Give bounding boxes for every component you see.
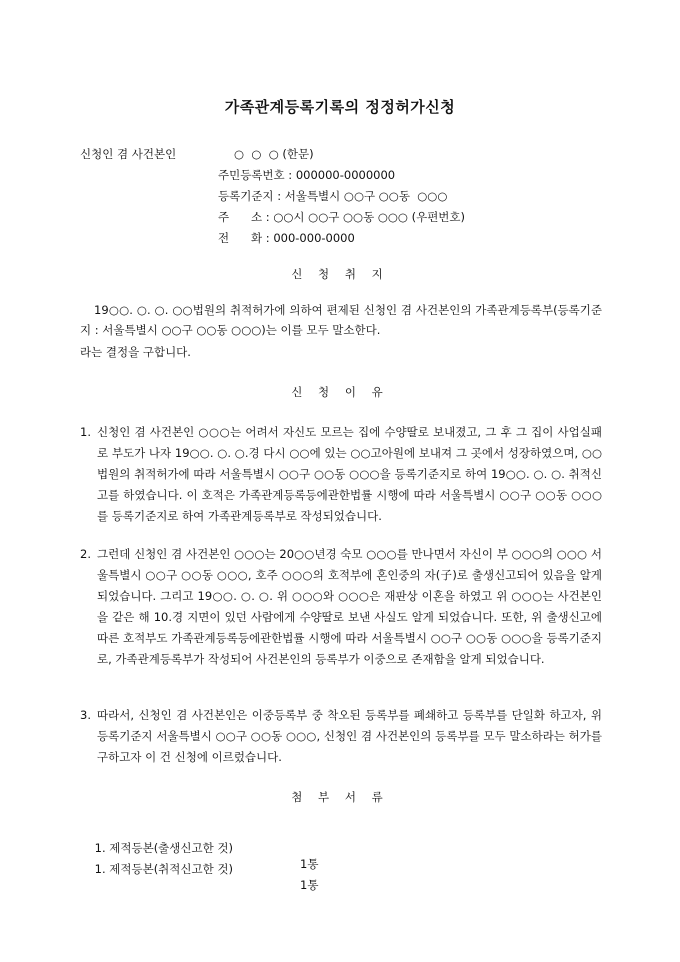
reason-item-1 (80, 422, 602, 527)
applicant-registration-base: 등록기준지 : 서울특별시 ○○구 ○○동 ○○○ (218, 189, 448, 203)
reason-text: 따라서, 신청인 겸 사건본인은 이중등록부 중 착오된 등록부를 폐쇄하고 등록부를 단일화 하고자, 위 등록기준지 서울특별시 ○○구 ○○동 ○○○, 신청인 겸 사건본인의 등록부를 모두 말소하라는 허가를 구하고자 이 건 신청에 이르렀습니다. (97, 708, 602, 764)
purpose-tail: 라는 결정을 구합니다. (80, 345, 191, 359)
attachments-heading: 첨 부 서 류 (291, 790, 389, 804)
attachment-label: 1. 제적등본(취적신고한 것) (94, 862, 233, 876)
applicant-label: 신청인 겸 사건본인 (80, 147, 177, 161)
applicant-phone: 전 화 : 000-000-0000 (218, 231, 355, 245)
reason-item-2 (80, 544, 602, 670)
purpose-text: 19○○. ○. ○. ○○법원의 취적허가에 의하여 편제된 신청인 겸 사건본인의 가족관계등록부(등록기준지 : 서울특별시 ○○구 ○○동 ○○○)는 이를 모두 말소한다. (80, 303, 602, 337)
reason-number: 1. (80, 425, 91, 439)
reason-number: 2. (80, 547, 91, 561)
applicant-resident-number: 주민등록번호 : 000000-0000000 (218, 168, 396, 182)
reason-text: 신청인 겸 사건본인 ○○○는 어려서 자신도 모르는 집에 수양딸로 보내졌고, 그 후 그 집이 사업실패로 부도가 나자 19○○. ○. ○.경 다시 ○○에 있는 ○○고아원에 보내져 그 곳에서 성장하였으며, ○○법원의 취적허가에 따라 서울특별시 ○○구 ○○동 ○○○을 등록기준지로 하여 19○○. ○. ○. 취적신고를 하였습니다. 이 호적은 가족관계등록등에관한법률 시행에 따라 서울특별시 ○○구 ○○동 ○○○를 등록기준지로 하여 가족관계등록부로 작성되었습니다. (97, 425, 602, 523)
purpose-paragraph (80, 300, 602, 340)
reason-number: 3. (80, 708, 91, 722)
attachment-qty: 1통 (300, 857, 319, 871)
reason-text: 그런데 신청인 겸 사건본인 ○○○는 20○○년경 숙모 ○○○를 만나면서 자신이 부 ○○○의 ○○○ 서울특별시 ○○구 ○○동 ○○○, 호주 ○○○의 호적부에 혼인중의 자(子)로 출생신고되어 있음을 알게 되었습니다. 그리고 19○○. ○. ○. 위 ○○○와 ○○○은 재판상 이혼을 하였고 위 ○○○는 사건본인을 같은 해 10.경 지면이 있던 사람에게 수양딸로 보낸 사실도 알게 되었습니다. 또한, 위 출생신고에 따른 호적부도 가족관계등록등에관한법률 시행에 따라 서울특별시 ○○구 ○○동 ○○○을 등록기준지로, 가족관계등록부가 작성되어 사건본인의 등록부가 이중으로 존재함을 알게 되었습니다. (97, 547, 602, 666)
purpose-heading: 신 청 취 지 (291, 267, 389, 281)
attachment-label: 1. 제적등본(출생신고한 것) (94, 841, 233, 855)
reason-item-3 (80, 705, 602, 768)
document-title: 가족관계등록기록의 정정허가신청 (224, 98, 456, 116)
applicant-address: 주 소 : ○○시 ○○구 ○○동 ○○○ (우편번호) (218, 210, 466, 224)
attachment-item (80, 847, 319, 905)
attachment-qty: 1통 (300, 878, 319, 892)
applicant-name: ○ ○ ○ (한문) (234, 147, 314, 161)
reason-heading: 신 청 이 유 (291, 385, 389, 399)
